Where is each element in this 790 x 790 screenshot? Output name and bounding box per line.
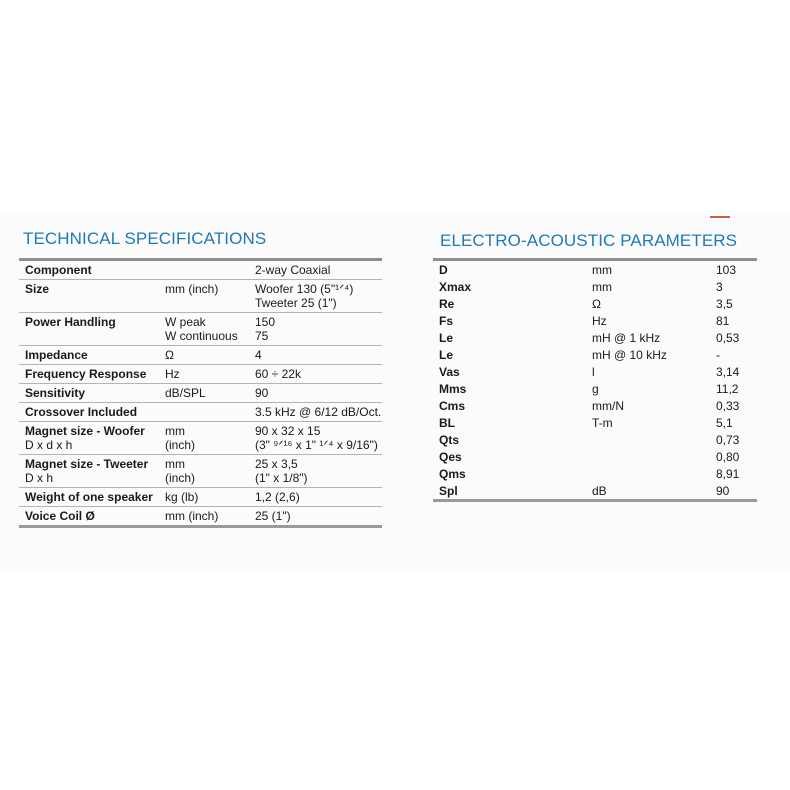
technical-specifications-title: TECHNICAL SPECIFICATIONS	[23, 229, 267, 248]
value-cell: 60 ÷ 22k	[249, 365, 382, 384]
table-row	[433, 363, 757, 380]
table-row	[19, 365, 382, 384]
unit-cell: l	[592, 365, 595, 379]
electro-acoustic-parameters-title: ELECTRO-ACOUSTIC PARAMETERS	[440, 231, 738, 250]
value-cell	[249, 313, 382, 346]
table-row	[19, 488, 382, 507]
param-cell: Le	[439, 348, 454, 362]
unit-cell	[159, 313, 249, 346]
table-row	[19, 507, 382, 527]
value-line: Tweeter 25 (1")	[255, 296, 337, 310]
param-cell: Qes	[439, 450, 462, 464]
value-cell	[249, 422, 382, 455]
value-cell: 5,1	[716, 416, 733, 430]
unit-cell	[586, 448, 710, 465]
value-cell: 0,33	[716, 399, 740, 413]
unit-cell	[159, 261, 249, 280]
table-row	[433, 465, 757, 482]
param-cell: Qms	[439, 467, 466, 481]
unit-cell: mH @ 10 kHz	[592, 348, 667, 362]
value-line: (1" x 1/8")	[255, 471, 308, 485]
param-cell: Re	[439, 297, 455, 311]
unit-cell: kg (lb)	[159, 488, 249, 507]
unit-line: (inch)	[165, 438, 196, 452]
unit-cell: Hz	[592, 314, 607, 328]
table-row	[433, 312, 757, 329]
param-cell: Fs	[439, 314, 454, 328]
value-cell: 1,2 (2,6)	[249, 488, 382, 507]
unit-line: mm	[165, 457, 185, 471]
table-row	[19, 313, 382, 346]
param-cell: Qts	[439, 433, 460, 447]
unit-line: mm	[165, 424, 185, 438]
param-line: Magnet size - Woofer	[25, 424, 145, 438]
param-cell: Voice Coil Ø	[19, 507, 159, 527]
value-cell: 0,73	[716, 433, 740, 447]
unit-cell: Hz	[159, 365, 249, 384]
param-cell: Component	[19, 261, 159, 280]
value-line: 75	[255, 329, 269, 343]
table-row	[19, 280, 382, 313]
unit-cell: T-m	[592, 416, 613, 430]
param-cell: Vas	[439, 365, 460, 379]
param-cell: Mms	[439, 382, 467, 396]
param-cell: Spl	[433, 482, 586, 501]
value-cell	[249, 280, 382, 313]
table-row	[433, 278, 757, 295]
value-cell: 0,53	[716, 331, 740, 345]
unit-cell: mm/N	[592, 399, 624, 413]
table-row	[19, 455, 382, 488]
value-line: (3" ⁹ᐟ¹⁶ x 1" ¹ᐟ⁴ x 9/16")	[255, 438, 378, 452]
value-cell: -	[716, 348, 720, 362]
table-row	[433, 261, 757, 278]
value-cell: 81	[716, 314, 730, 328]
table-row	[433, 380, 757, 397]
value-line: Woofer 130 (5"¹ᐟ⁴)	[255, 282, 354, 296]
value-cell: 3,14	[716, 365, 740, 379]
table-row	[433, 397, 757, 414]
table-row	[433, 329, 757, 346]
value-cell: 25 (1")	[249, 507, 382, 527]
table-row	[433, 482, 757, 501]
param-line: D x d x h	[25, 438, 73, 452]
value-cell: 3	[716, 280, 723, 294]
table-row	[433, 431, 757, 448]
unit-cell	[586, 431, 710, 448]
param-cell: Crossover Included	[19, 403, 159, 422]
electro-acoustic-parameters-panel	[433, 227, 757, 502]
table-row	[433, 414, 757, 431]
value-cell: 3.5 kHz @ 6/12 dB/Oct.	[249, 403, 382, 422]
electro-acoustic-parameters-table	[433, 261, 757, 502]
value-cell: 8,91	[716, 467, 740, 481]
param-cell	[19, 455, 159, 488]
value-cell: 11,2	[716, 382, 739, 396]
param-line: D x h	[25, 471, 54, 485]
value-cell: 2-way Coaxial	[249, 261, 382, 280]
param-line: Magnet size - Tweeter	[25, 457, 149, 471]
param-cell: Impedance	[19, 346, 159, 365]
param-cell: D	[439, 263, 448, 277]
unit-line: W peak	[165, 315, 206, 329]
technical-specifications-table	[19, 261, 382, 528]
red-mark	[710, 216, 730, 218]
param-cell: Sensitivity	[19, 384, 159, 403]
table-row	[433, 346, 757, 363]
param-cell: Weight of one speaker	[19, 488, 159, 507]
unit-cell: mm (inch)	[159, 280, 249, 313]
unit-cell: mm (inch)	[159, 507, 249, 527]
table-row	[19, 346, 382, 365]
param-cell: Size	[19, 280, 159, 313]
unit-line: W continuous	[165, 329, 238, 343]
param-cell: Xmax	[439, 280, 472, 294]
table-row	[19, 422, 382, 455]
unit-cell	[159, 455, 249, 488]
value-line: 25 x 3,5	[255, 457, 298, 471]
value-line: 90 x 32 x 15	[255, 424, 321, 438]
unit-cell: mm	[592, 280, 612, 294]
param-cell: BL	[439, 416, 455, 430]
value-cell: 4	[249, 346, 382, 365]
table-row	[433, 448, 757, 465]
value-cell: 3,5	[716, 297, 733, 311]
unit-cell: dB/SPL	[159, 384, 249, 403]
unit-cell	[159, 403, 249, 422]
param-cell: Le	[439, 331, 454, 345]
unit-cell: g	[592, 382, 599, 396]
value-cell: 90	[249, 384, 382, 403]
unit-cell: mH @ 1 kHz	[592, 331, 661, 345]
unit-line: (inch)	[165, 471, 196, 485]
param-cell: Cms	[439, 399, 466, 413]
param-cell: Power Handling	[19, 313, 159, 346]
unit-cell	[159, 422, 249, 455]
value-cell: 0,80	[716, 450, 740, 464]
table-row	[19, 384, 382, 403]
table-row	[19, 261, 382, 280]
unit-cell	[586, 465, 710, 482]
unit-cell: mm	[592, 263, 612, 277]
unit-cell: Ω	[159, 346, 249, 365]
unit-cell: dB	[586, 482, 710, 501]
value-line: 150	[255, 315, 276, 329]
table-row	[19, 403, 382, 422]
param-cell	[19, 422, 159, 455]
value-cell: 90	[710, 482, 757, 501]
value-cell	[249, 455, 382, 488]
table-row	[433, 295, 757, 312]
param-cell: Frequency Response	[19, 365, 159, 384]
technical-specifications-panel	[19, 225, 382, 528]
unit-cell: Ω	[592, 297, 601, 311]
value-cell: 103	[716, 263, 737, 277]
